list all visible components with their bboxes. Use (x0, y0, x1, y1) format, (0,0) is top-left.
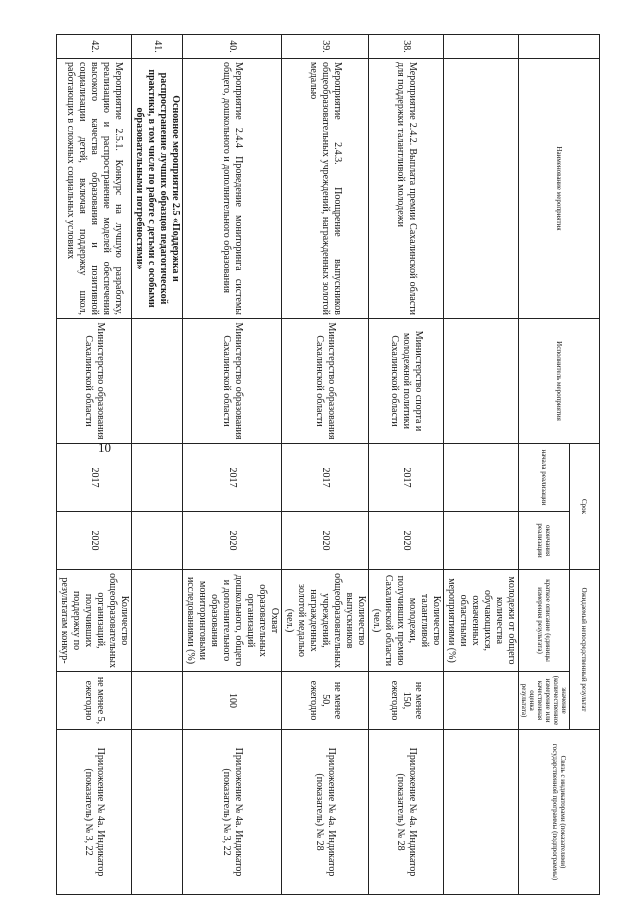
header-term: Срок (570, 444, 600, 570)
header-name: Наименование мероприятия (519, 59, 600, 319)
row-number: 39. (282, 35, 369, 59)
result-value: не менее 5, ежегодно (57, 672, 132, 730)
indicator-link: Приложение № 4а. Индикатор (показатель) № 3, 22 (183, 730, 282, 895)
header-end: окончания реализации (519, 512, 570, 570)
table-row (369, 35, 444, 895)
measure-name: Мероприятие 2.4.2. Выплата премии Сахалинской области для поддержки талантливой молодежи (369, 59, 444, 319)
measures-table (56, 34, 600, 895)
end-year: 2020 (183, 512, 282, 570)
measure-name: Основное мероприятие 2.5 «Поддержка и распространение лучших образцов педагогической практики, в том числе по работе с детьми с особыми образовательными потребностями» (132, 59, 183, 319)
result-desc: Количество талантливой молодежи, получивших премию Сахалинской области (чел.) (369, 570, 444, 672)
measure-name: Мероприятие 2.5.1. Конкурс на лучшую разработку, реализацию и распространение моделей обеспечения высокого качества образования и позитивной социализации детей, включая поддержку школ, работающих в сложных социальных условиях (57, 59, 132, 319)
result-desc: молодежи от общего количества обучающихся, охваченных областными мероприятиями (%) (444, 570, 519, 672)
start-year: 2017 (57, 444, 132, 512)
table-row-continuation (444, 35, 519, 895)
table-row (57, 35, 132, 895)
rotated-table-container (59, 34, 600, 894)
end-year: 2020 (369, 512, 444, 570)
row-number: 40. (183, 35, 282, 59)
result-value: не менее 50, ежегодно (282, 672, 369, 730)
measure-executor: Министерство спорта и молодежной политики Сахалинской области (369, 319, 444, 444)
header-start: начала реализации (519, 444, 570, 512)
table-row (132, 35, 183, 895)
header-result-desc: краткое описание (единицы измерения результата) (519, 570, 570, 672)
result-desc: Количество выпускников общеобразовательных учреждений, награжденных золотой медалью (чел.) (282, 570, 369, 672)
result-value: не менее 150, ежегодно (369, 672, 444, 730)
result-desc: Охват образовательных организаций дошкольного, общего и дополнительного образования мониторинговыми исследованиями (%) (183, 570, 282, 672)
header-number (519, 35, 600, 59)
end-year: 2020 (57, 512, 132, 570)
result-desc: Количество общеобразовательных организаций, получивших поддержку по результатам конкур- (57, 570, 132, 672)
measure-executor: Министерство образования Сахалинской области (183, 319, 282, 444)
indicator-link: Приложение № 4а. Индикатор (показатель) № 28 (282, 730, 369, 895)
row-number: 42. (57, 35, 132, 59)
start-year: 2017 (282, 444, 369, 512)
page-number: 10 (98, 440, 111, 455)
table-row (183, 35, 282, 895)
measure-executor: Министерство образования Сахалинской области (282, 319, 369, 444)
start-year: 2017 (369, 444, 444, 512)
start-year: 2017 (183, 444, 282, 512)
measure-name: Мероприятие 2.4.4 Проведение мониторинга системы общего, дошкольного и дополнительного образования (183, 59, 282, 319)
end-year: 2020 (282, 512, 369, 570)
header-executor: Исполнитель мероприятия (519, 319, 600, 444)
measure-name: Мероприятие 2.4.3. Поощрение выпускников общеобразовательных учреждений, награжденных золотой медалью (282, 59, 369, 319)
header-result-value: значение (количественное измерение или качественная оценка результата) (519, 672, 570, 730)
table-row (282, 35, 369, 895)
indicator-link: Приложение № 4а. Индикатор (показатель) № 3, 22 (57, 730, 132, 895)
measure-executor: Министерство образования Сахалинской области (57, 319, 132, 444)
header-link: Связь с индикаторами (показателями) государственной программы (подпрограммы) (519, 730, 600, 895)
indicator-link: Приложение № 4а. Индикатор (показатель) № 28 (369, 730, 444, 895)
result-value: 100 (183, 672, 282, 730)
row-number: 38. (369, 35, 444, 59)
row-number: 41. (132, 35, 183, 59)
header-result: Ожидаемый непосредственный результат (570, 570, 600, 730)
